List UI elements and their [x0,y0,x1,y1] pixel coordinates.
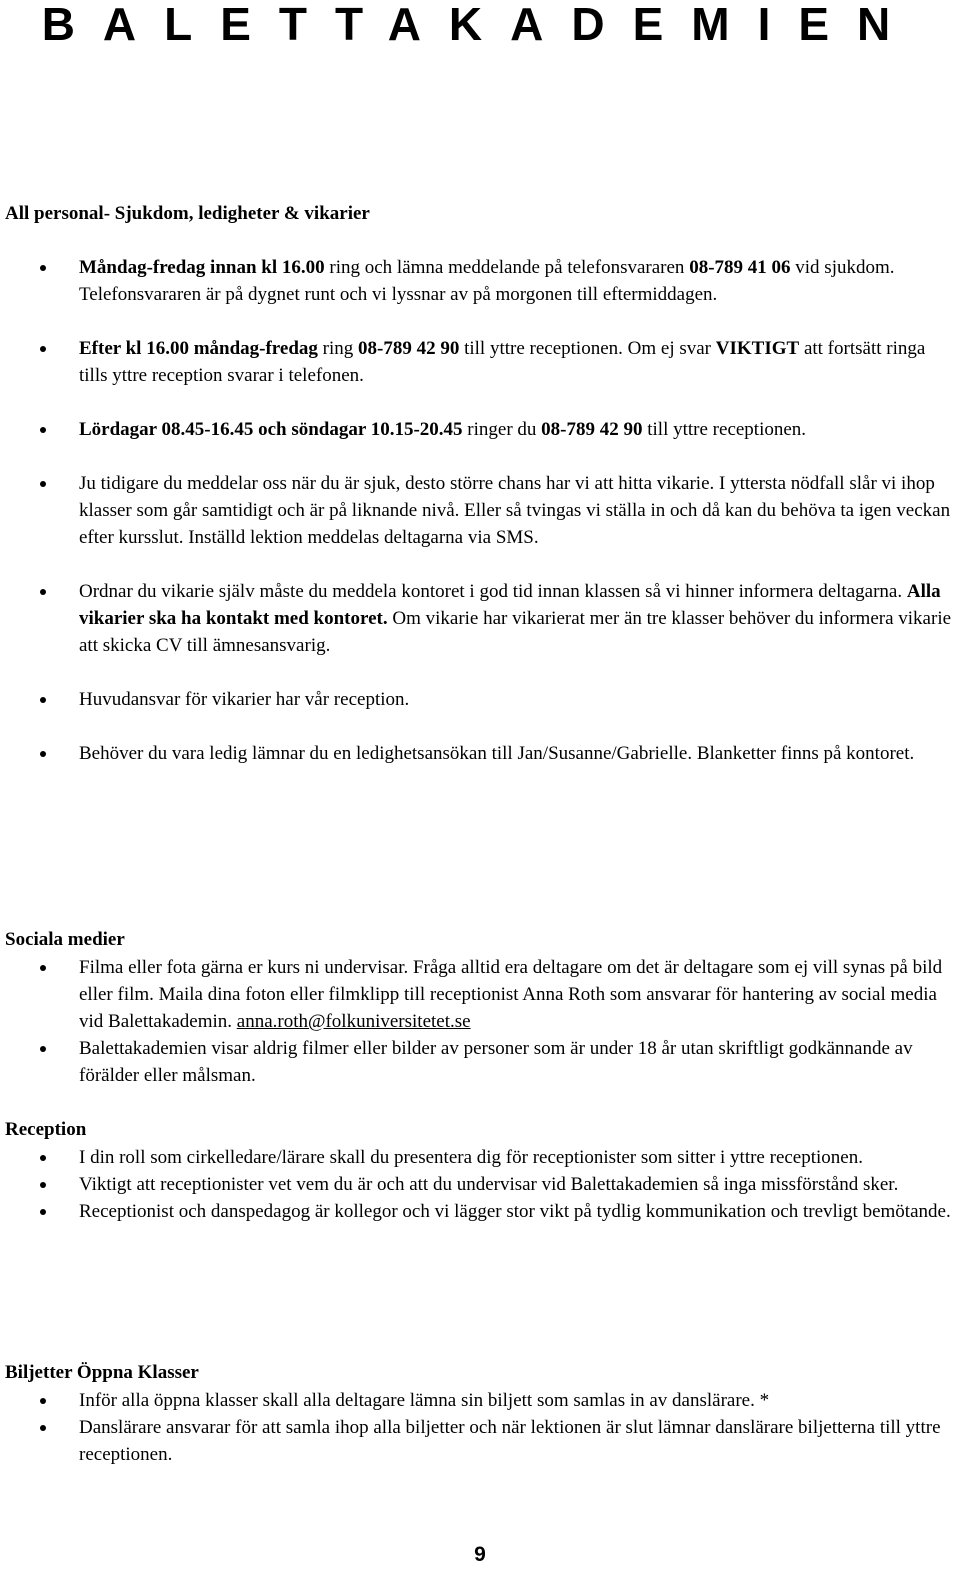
text: Viktigt att receptionister vet vem du är och att du undervisar vid Balettakademien så inga missförstånd sker. [79,1174,899,1195]
text: ring och lämna meddelande på telefonsvararen [324,257,690,278]
bold-text: Efter kl 16.00 måndag-fredag [79,338,318,359]
list-item [0,1198,960,1225]
list-item [0,416,960,443]
bullet-icon [40,697,46,703]
bold-text: Alla vikarier ska ha kontakt med kontoret. [79,581,941,629]
text: Receptionist och danspedagog är kollegor och vi lägger stor vikt på tydlig kommunikation och trevligt bemötande. [79,1201,951,1222]
bullet-icon [40,1425,46,1431]
bullet-icon [40,265,46,271]
bullet-icon [40,751,46,757]
list-item [0,1035,960,1089]
text: Behöver du vara ledig lämnar du en ledighetsansökan till Jan/Susanne/Gabrielle. Blanketter finns på kontoret. [79,743,915,764]
text: Balettakademien visar aldrig filmer eller bilder av personer som är under 18 år utan skriftligt godkännande av förälder eller målsman. [79,1038,913,1086]
list-item [0,335,960,389]
text: ringer du [462,419,542,440]
bullet-icon [40,1209,46,1215]
bullet-icon [40,1398,46,1404]
heading-reception: Reception [5,1119,87,1140]
list-item [0,470,960,551]
text: till yttre receptionen. [642,419,807,440]
text: Filma eller fota gärna er kurs ni undervisar. Fråga alltid era deltagare om det är deltagare som ej vill synas på bild eller film. Maila dina foton eller filmklipp till receptionist Anna Roth som ansvarar för hantering av social media vid Balettakademin. [79,957,943,1032]
heading-personal: All personal- Sjukdom, ledigheter & vikarier [5,203,370,224]
text: ring [317,338,359,359]
balettakademien-logo [0,0,960,48]
bold-text: Måndag-fredag innan kl 16.00 [79,257,325,278]
bold-text: Lördagar 08.45-16.45 och söndagar 10.15-20.45 [79,419,463,440]
list-item [0,686,960,713]
text: vid sjukdom. Telefonsvararen är på dygnet runt och vi lyssnar av på morgonen till eftermiddagen. [79,257,895,305]
text: Danslärare ansvarar för att samla ihop alla biljetter och när lektionen är slut lämnar danslärare biljetterna till yttre receptionen. [79,1417,941,1465]
heading-tickets: Biljetter Öppna Klasser [5,1362,199,1383]
list-reception [0,1144,960,1225]
list-item [0,1414,960,1468]
text: Om vikarie har vikarierat mer än tre klasser behöver du informera vikarie att skicka CV till ämnesansvarig. [79,608,952,656]
heading-social-media: Sociala medier [5,929,125,950]
list-tickets [0,1387,960,1468]
bullet-icon [40,346,46,352]
bold-text: 08-789 42 90 [358,338,460,359]
list-item [0,254,960,308]
bullet-icon [40,1182,46,1188]
list-social-media [0,954,960,1089]
text: att fortsätt ringa tills yttre reception svarar i telefonen. [79,338,926,386]
bullet-icon [40,965,46,971]
email-link[interactable]: anna.roth@folkuniversitetet.se [236,1011,471,1032]
bold-text: VIKTIGT [715,338,800,359]
bullet-icon [40,1155,46,1161]
bullet-icon [40,1046,46,1052]
bold-text: 08-789 41 06 [689,257,791,278]
bullet-icon [40,427,46,433]
list-item [0,1171,960,1198]
bullet-icon [40,589,46,595]
text: Inför alla öppna klasser skall alla deltagare lämna sin biljett som samlas in av danslärare. * [79,1390,770,1411]
text: Huvudansvar för vikarier har vår reception. [79,689,410,710]
list-item [0,1144,960,1171]
list-item [0,954,960,1035]
text: Ordnar du vikarie själv måste du meddela kontoret i god tid innan klassen så vi hinner informera deltagarna. [79,581,907,602]
logo-text: BALETTAKADEMIEN [41,0,919,48]
logo-wordmark [0,0,960,48]
bullet-icon [40,481,46,487]
list-item [0,578,960,659]
list-personal [0,254,960,767]
list-item [0,740,960,767]
page-number: 9 [474,1543,486,1566]
text: Ju tidigare du meddelar oss när du är sjuk, desto större chans har vi att hitta vikarie. I yttersta nödfall slår vi ihop klasser som går samtidigt och är på liknande nivå. Eller så tvingas vi ställa in och då kan du behöva ta igen veckan efter kursslut. Inställd lektion meddelas deltagarna via SMS. [79,473,951,548]
list-item [0,1387,960,1414]
text: I din roll som cirkelledare/lärare skall du presentera dig för receptionister som sitter i yttre receptionen. [79,1147,863,1168]
bold-text: 08-789 42 90 [541,419,643,440]
text: till yttre receptionen. Om ej svar [459,338,716,359]
